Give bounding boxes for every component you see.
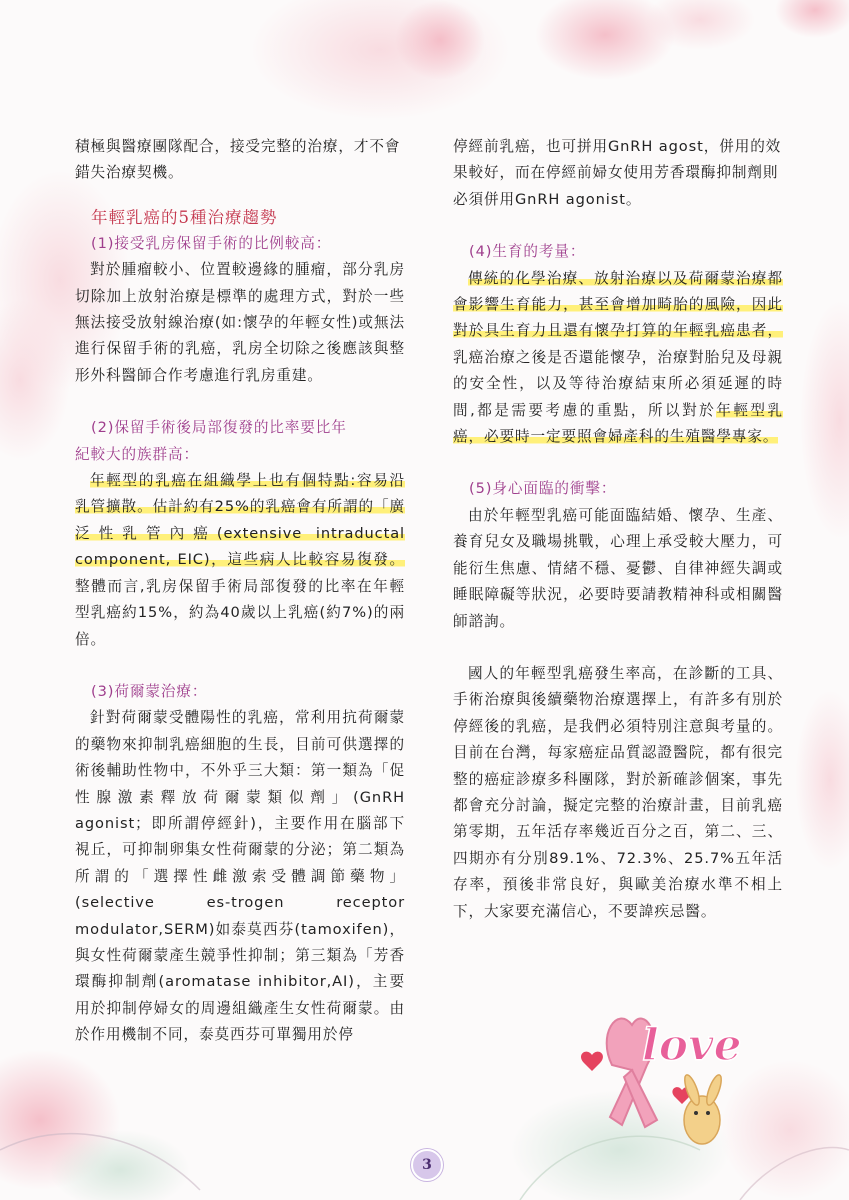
- subheading-psychological-impact: (5)身心面臨的衝擊：: [469, 480, 617, 498]
- continuation-paragraph: 停經前乳癌，也可拼用GnRH agost，併用的效果較好，而在停經前婦女使用芳香環酶抑制劑則必須併用GnRH agonist。: [453, 138, 782, 208]
- highlighted-text: 年輕型的乳癌在組織學上也有個特點:容易沿乳管擴散。估計約有25%的乳癌會有所謂的「廣泛性乳管內癌(extensive intraductal component, EIC)，這些病人比較容易復發。: [75, 472, 405, 569]
- paragraph-hormone-therapy: 針對荷爾蒙受體陽性的乳癌，常利用抗荷爾蒙的藥物來抑制乳癌細胞的生長，目前可供選擇的術後輔助性物中，不外乎三大類：第一類為「促性腺激素釋放荷爾蒙類似劑」(GnRH agonist；即所謂停經針)，主要作用在腦部下視丘，可抑制卵集女性荷爾蒙的分泌；第二類為所謂的「選擇性雌激索受體調節藥物」(selective es-trogen receptor modulator,SERM)如泰莫西芬(tamoxifen)，與女性荷爾蒙產生競爭性抑制；第三類為「芳香環酶抑制劑(aromatase inhibitor,AI)，主要用於抑制停婦女的周邊組織產生女性荷爾蒙。由於作用機制不同，泰莫西芬可單獨用於停: [75, 709, 405, 1044]
- subheading-hormone-therapy: (3)荷爾蒙治療：: [91, 682, 208, 700]
- paragraph-text: 乳癌治療之後是否還能懷孕，治療對胎兒及母親的安全性，以及等待治療結束所必須延遲的時間,都是需要考慮的重點，所以對於: [453, 348, 783, 419]
- highlighted-text: 傳統的化學治療、放射治療以及荷爾蒙治療都會影響生育能力，甚至會增加畸胎的風險，因此對於具生育力且還有懷孕打算的年輕乳癌患者，: [453, 269, 783, 340]
- right-column: [453, 134, 783, 925]
- paragraph-fertility: [453, 266, 783, 451]
- paragraph-text: 整體而言,乳房保留手術局部復發的比率在年輕型乳癌約15%，約為40歲以上乳癌(約7%)的兩倍。: [75, 577, 405, 648]
- closing-paragraph: 國人的年輕型乳癌發生率高，在診斷的工具、手術治療與後續藥物治療選擇上，有許多有別於停經後的乳癌，是我們必須特別注意與考量的。目前在台灣，每家癌症品質認證醫院，都有很完整的癌症診療多科團隊，對於新確診個案，事先都會充分討論，擬定完整的治療計畫，目前乳癌第零期，五年活存率幾近百分之百，第二、三、四期亦有分別89.1%、72.3%、25.7%五年活存率，預後非常良好，與歐美治療水準不相上下，大家要充滿信心，不要諱疾忌醫。: [453, 664, 783, 920]
- subheading-local-recurrence-line1: (2)保留手術後局部復發的比率要比年: [91, 419, 347, 437]
- subheading-breast-conserving: (1)接受乳房保留手術的比例較高：: [91, 234, 332, 252]
- highlighted-text: 年輕型乳癌，必要時一定要照會婦產科的生殖醫學專家。: [453, 401, 783, 446]
- intro-paragraph: 積極與醫療團隊配合，接受完整的治療，才不會錯失治療契機。: [75, 138, 401, 182]
- page-number-badge: 3: [411, 1149, 443, 1181]
- section-title: 年輕乳癌的5種治療趨勢: [91, 207, 278, 227]
- paragraph-breast-conserving: 對於腫瘤較小、位置較邊緣的腫瘤，部分乳房切除加上放射治療是標準的處理方式，對於一些無法接受放射線治療(如:懷孕的年輕女性)或無法進行保留手術的乳癌，乳房全切除之後應該與整形外科醫師合作考慮進行乳房重建。: [75, 261, 405, 384]
- love-text: love: [642, 1020, 742, 1071]
- subheading-fertility: (4)生育的考量：: [469, 243, 586, 261]
- left-column: [75, 134, 405, 1049]
- subheading-local-recurrence-line2: 紀較大的族群高：: [75, 445, 199, 463]
- paragraph-local-recurrence: [75, 468, 405, 653]
- pink-ribbon-love-illustration: [572, 995, 742, 1155]
- paragraph-psychological-impact: 由於年輕型乳癌可能面臨結婚、懷孕、生產、養育兒女及職場挑戰，心理上承受較大壓力，可能衍生焦慮、情緒不穩、憂鬱、自律神經失調或睡眠障礙等狀況，必要時要請教精神科或相關醫師諮詢。: [453, 506, 783, 630]
